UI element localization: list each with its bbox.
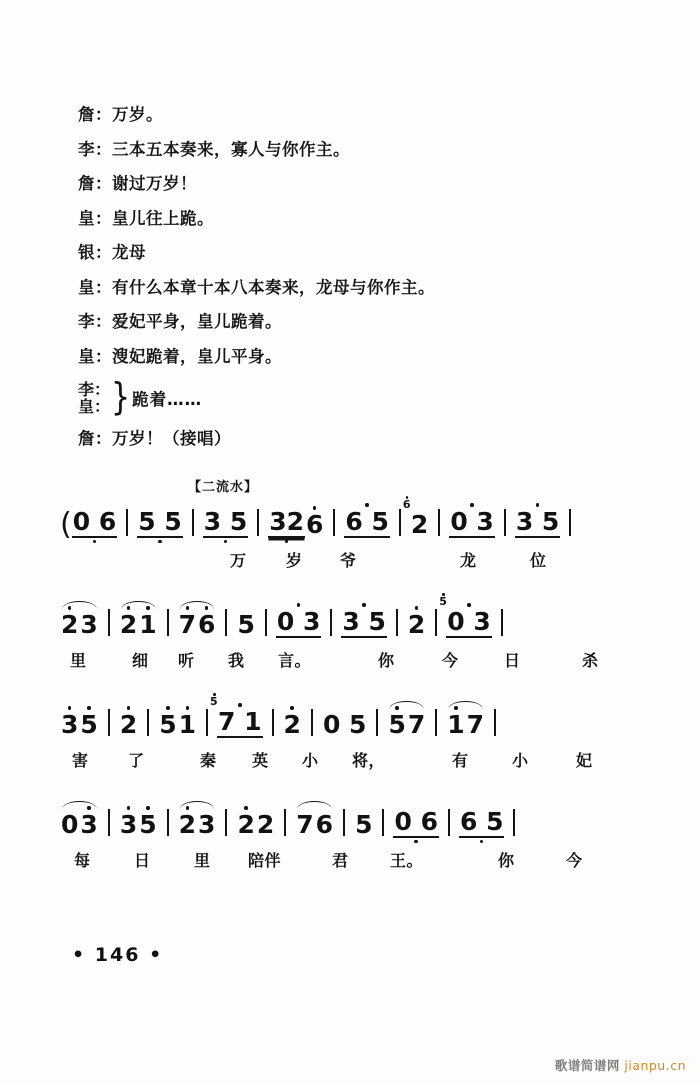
note-cell	[446, 712, 485, 738]
watermark-cn: 歌谱简谱网	[554, 1058, 620, 1073]
note-cell	[60, 612, 99, 638]
note: 5	[237, 610, 255, 639]
dialogue-line	[78, 278, 638, 298]
note: 7 1	[218, 707, 262, 736]
dialogue-speaker: 李：	[78, 312, 112, 331]
barline	[333, 509, 335, 536]
note: 3	[119, 810, 138, 839]
note: 7	[466, 710, 485, 739]
barline	[225, 809, 227, 836]
lyric-row	[60, 548, 660, 574]
barline	[108, 809, 110, 836]
note: 0 5	[322, 710, 367, 739]
lyric: 听	[178, 651, 195, 670]
note: 0 3	[447, 607, 491, 636]
lyric: 将，	[352, 751, 386, 770]
lyric: 害	[72, 751, 89, 770]
dialogue-text: 三本五本奏来，寡人与你作主。	[112, 139, 350, 159]
dialogue-text: 万岁。	[112, 105, 163, 124]
note: 2	[256, 810, 275, 839]
note: 3 5	[342, 607, 386, 636]
lyric: 位	[530, 551, 547, 570]
lyric: 细	[132, 651, 149, 670]
note-cell	[459, 809, 505, 838]
lyric: 你	[498, 851, 515, 870]
brace-icon: }	[111, 375, 131, 420]
note: 3	[61, 710, 79, 739]
dialogue-line	[78, 174, 638, 194]
lyric: 了	[128, 751, 145, 770]
dialogue-text: 有什么本章十本八本奏来，龙母与你作主。	[112, 277, 435, 297]
note-cell	[119, 712, 138, 738]
lyric: 我	[228, 651, 245, 670]
note: 6	[306, 510, 324, 539]
note-cell	[341, 609, 387, 638]
note: 1	[139, 610, 157, 639]
lyric-row	[60, 748, 660, 774]
dialogue-text: 龙母	[112, 243, 146, 262]
barline	[396, 609, 398, 636]
lyric: 里	[194, 851, 211, 870]
dialogue-line	[78, 140, 638, 160]
note: 5	[80, 710, 98, 739]
page-number-dot-right: •	[149, 944, 164, 966]
note-cell	[158, 712, 197, 738]
note: 2	[410, 510, 429, 539]
barline	[257, 509, 259, 536]
dialogue-speaker: 詹：	[78, 174, 112, 193]
dialogue-speaker: 皇：	[78, 208, 112, 228]
note-cell	[402, 498, 429, 539]
barline	[435, 709, 437, 736]
note: 0 3	[450, 507, 494, 536]
note: 3 5	[515, 507, 560, 536]
note: 6 5	[459, 807, 504, 836]
note: 32	[269, 507, 305, 536]
note: 7	[407, 710, 426, 739]
lyric: 日	[134, 851, 151, 870]
note-cell	[210, 695, 263, 738]
dialogue-text: 爱妃平身，皇儿跪着。	[112, 312, 282, 331]
dialogue-speaker: 皇：	[78, 277, 112, 297]
note: 2	[178, 810, 197, 839]
note-cell	[60, 812, 99, 838]
note-cell	[295, 812, 334, 838]
barline	[206, 709, 208, 736]
barline	[448, 809, 450, 836]
dialogue-line	[78, 243, 638, 263]
lyric: 今	[442, 651, 459, 670]
note: 6	[315, 810, 334, 839]
note: 5	[139, 810, 157, 839]
dialogue-speaker: 银：	[78, 243, 112, 262]
note: 2	[283, 710, 301, 739]
note: 3	[80, 610, 98, 639]
note-cell	[354, 812, 373, 838]
dialogue-line	[78, 347, 638, 367]
page-number-dot-left: •	[72, 944, 87, 966]
barline	[343, 809, 345, 836]
note-row	[60, 692, 660, 738]
note: 2	[61, 610, 79, 639]
note-cell	[236, 812, 275, 838]
dialogue-line	[78, 209, 638, 229]
note: 7	[178, 610, 197, 639]
lyric: 每	[74, 851, 91, 870]
note-cell	[515, 509, 561, 538]
lyric: 岁	[286, 551, 303, 570]
note-cell	[322, 712, 368, 738]
lyric-row	[60, 848, 660, 874]
music-system	[60, 792, 660, 892]
barline	[399, 509, 401, 536]
barline	[382, 809, 384, 836]
barline	[167, 609, 169, 636]
lyric: 爷	[340, 551, 357, 570]
barline	[376, 709, 378, 736]
note-cell	[72, 509, 118, 538]
note: 0 6	[394, 807, 438, 836]
lyric: 杀	[582, 651, 599, 670]
dialogue-speaker: 皇：	[78, 346, 112, 366]
lyric: 日	[504, 651, 521, 670]
grace-note-icon: 5	[439, 595, 447, 608]
dialogue-text: 溲妃跪着，皇儿平身。	[112, 346, 282, 366]
grace-note-icon: 5	[210, 695, 218, 708]
barline	[330, 609, 332, 636]
note-cell	[60, 712, 99, 738]
note-cell	[119, 612, 158, 638]
note: 1	[447, 710, 465, 739]
dialogue-line-final	[78, 429, 638, 449]
note-cell	[439, 595, 492, 638]
page-number-value: 146	[94, 944, 141, 966]
note: 1	[178, 710, 197, 739]
note-cell	[276, 609, 322, 638]
barline	[501, 609, 503, 636]
lyric: 小	[512, 751, 529, 770]
note-cell	[387, 712, 426, 738]
lyric: 英	[252, 751, 269, 770]
barline	[435, 609, 437, 636]
barline	[167, 809, 169, 836]
dialogue-block	[78, 105, 638, 464]
lyric: 里	[70, 651, 87, 670]
note-cell	[119, 812, 158, 838]
lyric: 万	[230, 551, 247, 570]
lyric: 秦	[200, 751, 217, 770]
barline	[569, 509, 571, 536]
dialogue-text: 皇儿往上跪。	[112, 208, 214, 228]
dialogue-line	[78, 312, 638, 332]
barline	[438, 509, 440, 536]
lyric: 君	[332, 851, 349, 870]
lyric: 龙	[460, 551, 477, 570]
watermark	[555, 1056, 686, 1074]
joint-speakers	[78, 381, 110, 415]
lyric: 今	[566, 851, 583, 870]
note: 5	[159, 710, 177, 739]
barline	[147, 709, 149, 736]
page-number	[72, 944, 163, 966]
lyric: 小	[302, 751, 319, 770]
dialogue-speaker: 李：	[78, 139, 112, 159]
paren-open: (	[60, 507, 72, 542]
dialogue-speaker: 詹：	[78, 429, 112, 448]
note-cell	[203, 509, 249, 538]
joint-speaker-2: 皇：	[78, 397, 111, 416]
dialogue-text: 谢过万岁！	[112, 174, 197, 193]
note-row	[60, 792, 660, 838]
joint-dialogue-text: 跪着……	[132, 390, 203, 409]
note: 6	[198, 610, 216, 639]
note: 2	[407, 610, 426, 639]
note-cell	[268, 509, 305, 538]
barline	[311, 709, 313, 736]
dialogue-text: 万岁！（接唱）	[112, 429, 231, 448]
note-row	[60, 592, 660, 638]
note-cell	[449, 509, 495, 538]
music-notation	[60, 480, 660, 892]
note-cell	[178, 612, 217, 638]
music-system	[60, 592, 660, 692]
note: 5 5	[138, 507, 182, 536]
note-cell	[178, 812, 217, 838]
watermark-en: jianpu.cn	[624, 1058, 686, 1073]
note: 0 3	[276, 607, 321, 636]
lyric: 妃	[576, 751, 593, 770]
note: 5	[388, 710, 406, 739]
dialogue-speaker: 詹：	[78, 105, 112, 124]
barline	[192, 509, 194, 536]
note-cell	[137, 509, 183, 538]
note: 2	[237, 810, 255, 839]
note-cell	[236, 612, 255, 638]
barline	[272, 709, 274, 736]
note-cell	[305, 512, 324, 538]
note-cell	[393, 809, 439, 838]
lyric: 王。	[390, 851, 424, 870]
note-row	[60, 492, 660, 542]
note: 3	[198, 810, 216, 839]
note: 7	[296, 810, 314, 839]
lyric: 你	[378, 651, 395, 670]
note-cell	[344, 509, 390, 538]
music-system	[60, 480, 660, 592]
tempo-marking: 【二流水】	[188, 480, 259, 495]
grace-note-icon: 6	[402, 498, 411, 511]
note: 3 5	[203, 507, 248, 536]
barline	[284, 809, 286, 836]
note: 2	[119, 610, 138, 639]
barline	[265, 609, 267, 636]
barline	[504, 509, 506, 536]
lyric: 陪伴	[248, 851, 282, 870]
note: 2	[119, 710, 138, 739]
note: 6 5	[345, 507, 389, 536]
joint-speaker-1: 李：	[78, 380, 111, 399]
barline	[225, 609, 227, 636]
lyric-row	[60, 648, 660, 674]
lyric: 有	[452, 751, 469, 770]
note: 0	[61, 810, 79, 839]
music-system	[60, 692, 660, 792]
barline	[108, 709, 110, 736]
lyric: 言。	[278, 651, 312, 670]
note: 3	[80, 810, 98, 839]
dialogue-line	[78, 105, 638, 125]
note-cell	[283, 712, 302, 738]
note: 5	[355, 810, 373, 839]
barline	[108, 609, 110, 636]
barline	[494, 709, 496, 736]
note-cell	[407, 612, 426, 638]
barline	[126, 509, 128, 536]
joint-dialogue-line	[78, 375, 638, 420]
barline	[513, 809, 515, 836]
note: 0 6	[72, 507, 117, 536]
